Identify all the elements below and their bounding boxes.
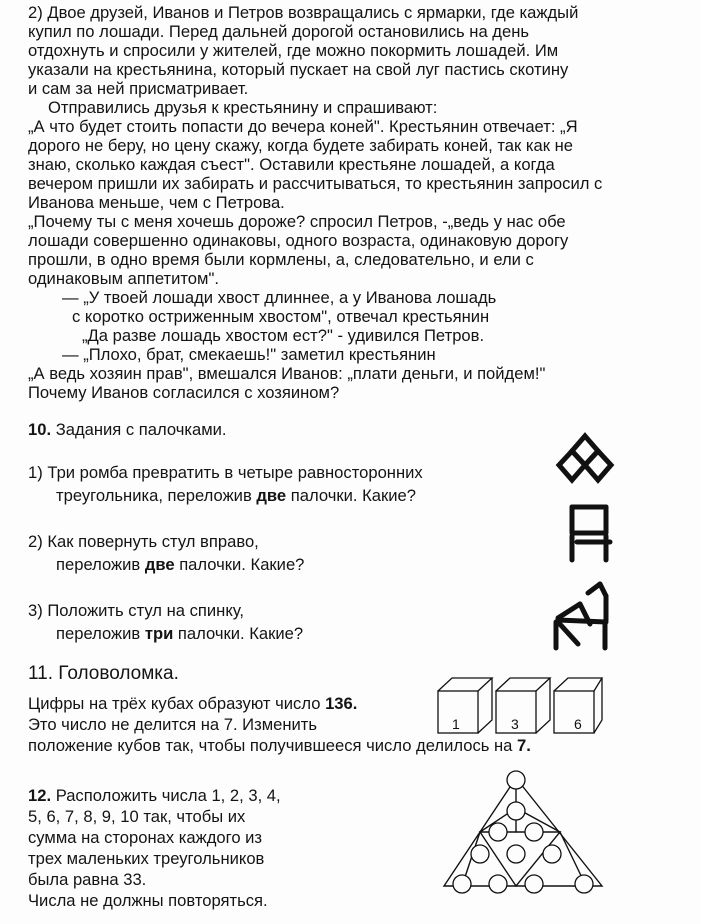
task-12-line-2: 5, 6, 7, 8, 9, 10 так, чтобы их bbox=[28, 807, 246, 826]
circle-node bbox=[489, 823, 507, 841]
story-line: купил по лошади. Перед дальней дорогой остановились на день bbox=[28, 22, 530, 41]
cube-digit: 1 bbox=[452, 716, 460, 732]
task-11-line-3: положение кубов так, чтобы получившееся число делилось на 7. bbox=[28, 736, 531, 755]
task-12-line-4: трех маленьких треугольников bbox=[28, 849, 265, 868]
story-line: — „У твоей лошади хвост длиннее, а у Иванова лошадь bbox=[62, 288, 497, 307]
rhombus-top bbox=[572, 436, 598, 465]
circle-node bbox=[575, 875, 593, 893]
circle-node bbox=[453, 875, 471, 893]
task-12-line-3: сумма на сторонах каждого из bbox=[28, 828, 263, 847]
circle-node bbox=[525, 823, 543, 841]
task-12-line-5: была равна 33. bbox=[28, 870, 147, 889]
story-line: „Почему ты с меня хочешь дороже? спросил Петров, -„ведь у нас обе bbox=[28, 212, 566, 231]
story-line: 2) Двое друзей, Иванов и Петров возвращались с ярмарки, где каждый bbox=[28, 3, 579, 22]
task-12-line-6: Числа не должны повторяться. bbox=[28, 891, 268, 910]
triangle-circles-figure bbox=[436, 768, 614, 898]
story-line: указали на крестьянина, который пускает на свой луг пастись скотину bbox=[28, 60, 569, 79]
story-line: — „Плохо, брат, смекаешь!" заметил крестьянин bbox=[62, 345, 436, 364]
task-number: 12. bbox=[28, 786, 52, 805]
circle-node bbox=[507, 771, 525, 789]
circle-node bbox=[489, 875, 507, 893]
story-line: и сам за ней присматривает. bbox=[28, 79, 249, 98]
circle-node bbox=[471, 845, 489, 863]
circle-node bbox=[543, 845, 561, 863]
task-10-heading bbox=[28, 420, 227, 439]
story-line: прошли, в одно время были кормлены, а, следовательно, и ели с bbox=[28, 250, 534, 269]
story-line: Иванова меньше, чем с Петрова. bbox=[28, 193, 285, 212]
task-11-line-1: Цифры на трёх кубах образуют число 136. bbox=[28, 694, 358, 713]
cubes-figure bbox=[436, 675, 606, 737]
task-11-heading bbox=[28, 664, 179, 683]
story-line: лошади совершенно одинаковы, одного возраста, одинаковую дорогу bbox=[28, 231, 569, 250]
story-line: одинаковым аппетитом". bbox=[28, 269, 219, 288]
cube-2 bbox=[496, 678, 550, 733]
rhombus-right bbox=[585, 451, 611, 480]
circle-node bbox=[507, 845, 525, 863]
cube-digit: 6 bbox=[574, 716, 582, 732]
story-line: с коротко остриженным хвостом", отвечал крестьянин bbox=[72, 307, 490, 326]
task-title: Головоломка. bbox=[58, 663, 179, 684]
task-10-item-3-line-1: 3) Положить стул на спинку, bbox=[28, 601, 245, 620]
task-10-item-1-line-2: треугольника, переложив две палочки. Какие? bbox=[56, 486, 416, 505]
story-line: „А что будет стоить попасти до вечера коней". Крестьянин отвечает: „Я bbox=[28, 117, 578, 136]
task-10-item-2-line-1: 2) Как повернуть стул вправо, bbox=[28, 532, 259, 551]
task-number: 10. bbox=[28, 420, 52, 439]
story-line: „А ведь хозяин прав", вмешался Иванов: „плати деньги, и пойдем!" bbox=[28, 364, 546, 383]
three-rhombi-figure bbox=[555, 432, 615, 492]
circle-node bbox=[525, 875, 543, 893]
story-line: знаю, сколько каждая съест". Оставили крестьяне лошадей, а когда bbox=[28, 155, 555, 174]
task-12-line-1: 12. Расположить числа 1, 2, 3, 4, bbox=[28, 786, 281, 805]
story-line: „Да разве лошадь хвостом ест?" - удивился Петров. bbox=[82, 326, 485, 345]
story-line: Почему Иванов согласился с хозяином? bbox=[28, 383, 340, 402]
story-line: отдохнуть и спросили у жителей, где можно покормить лошадей. Им bbox=[28, 41, 559, 60]
task-10-item-2-line-2: переложив две палочки. Какие? bbox=[56, 555, 305, 574]
cube-1 bbox=[438, 678, 492, 733]
chair-figure-1 bbox=[566, 502, 616, 574]
rhombus-left bbox=[559, 451, 585, 480]
story-line: дорого не беру, но цену скажу, когда будете забирать коней, так как не bbox=[28, 136, 573, 155]
circle-node bbox=[507, 802, 525, 820]
task-10-item-3-line-2: переложив три палочки. Какие? bbox=[56, 624, 304, 643]
cube-digit: 3 bbox=[511, 716, 519, 732]
story-line: вечером пришли их забирать и рассчитываться, то крестьянин запросил с bbox=[28, 174, 603, 193]
story-line: Отправились друзья к крестьянину и спрашивают: bbox=[48, 98, 438, 117]
task-number: 11. bbox=[28, 663, 54, 684]
task-10-item-1-line-1: 1) Три ромба превратить в четыре равносторонних bbox=[28, 463, 423, 482]
task-title: Задания с палочками. bbox=[55, 420, 227, 439]
chair-figure-2 bbox=[550, 578, 620, 660]
task-11-line-2: Это число не делится на 7. Изменить bbox=[28, 715, 318, 734]
